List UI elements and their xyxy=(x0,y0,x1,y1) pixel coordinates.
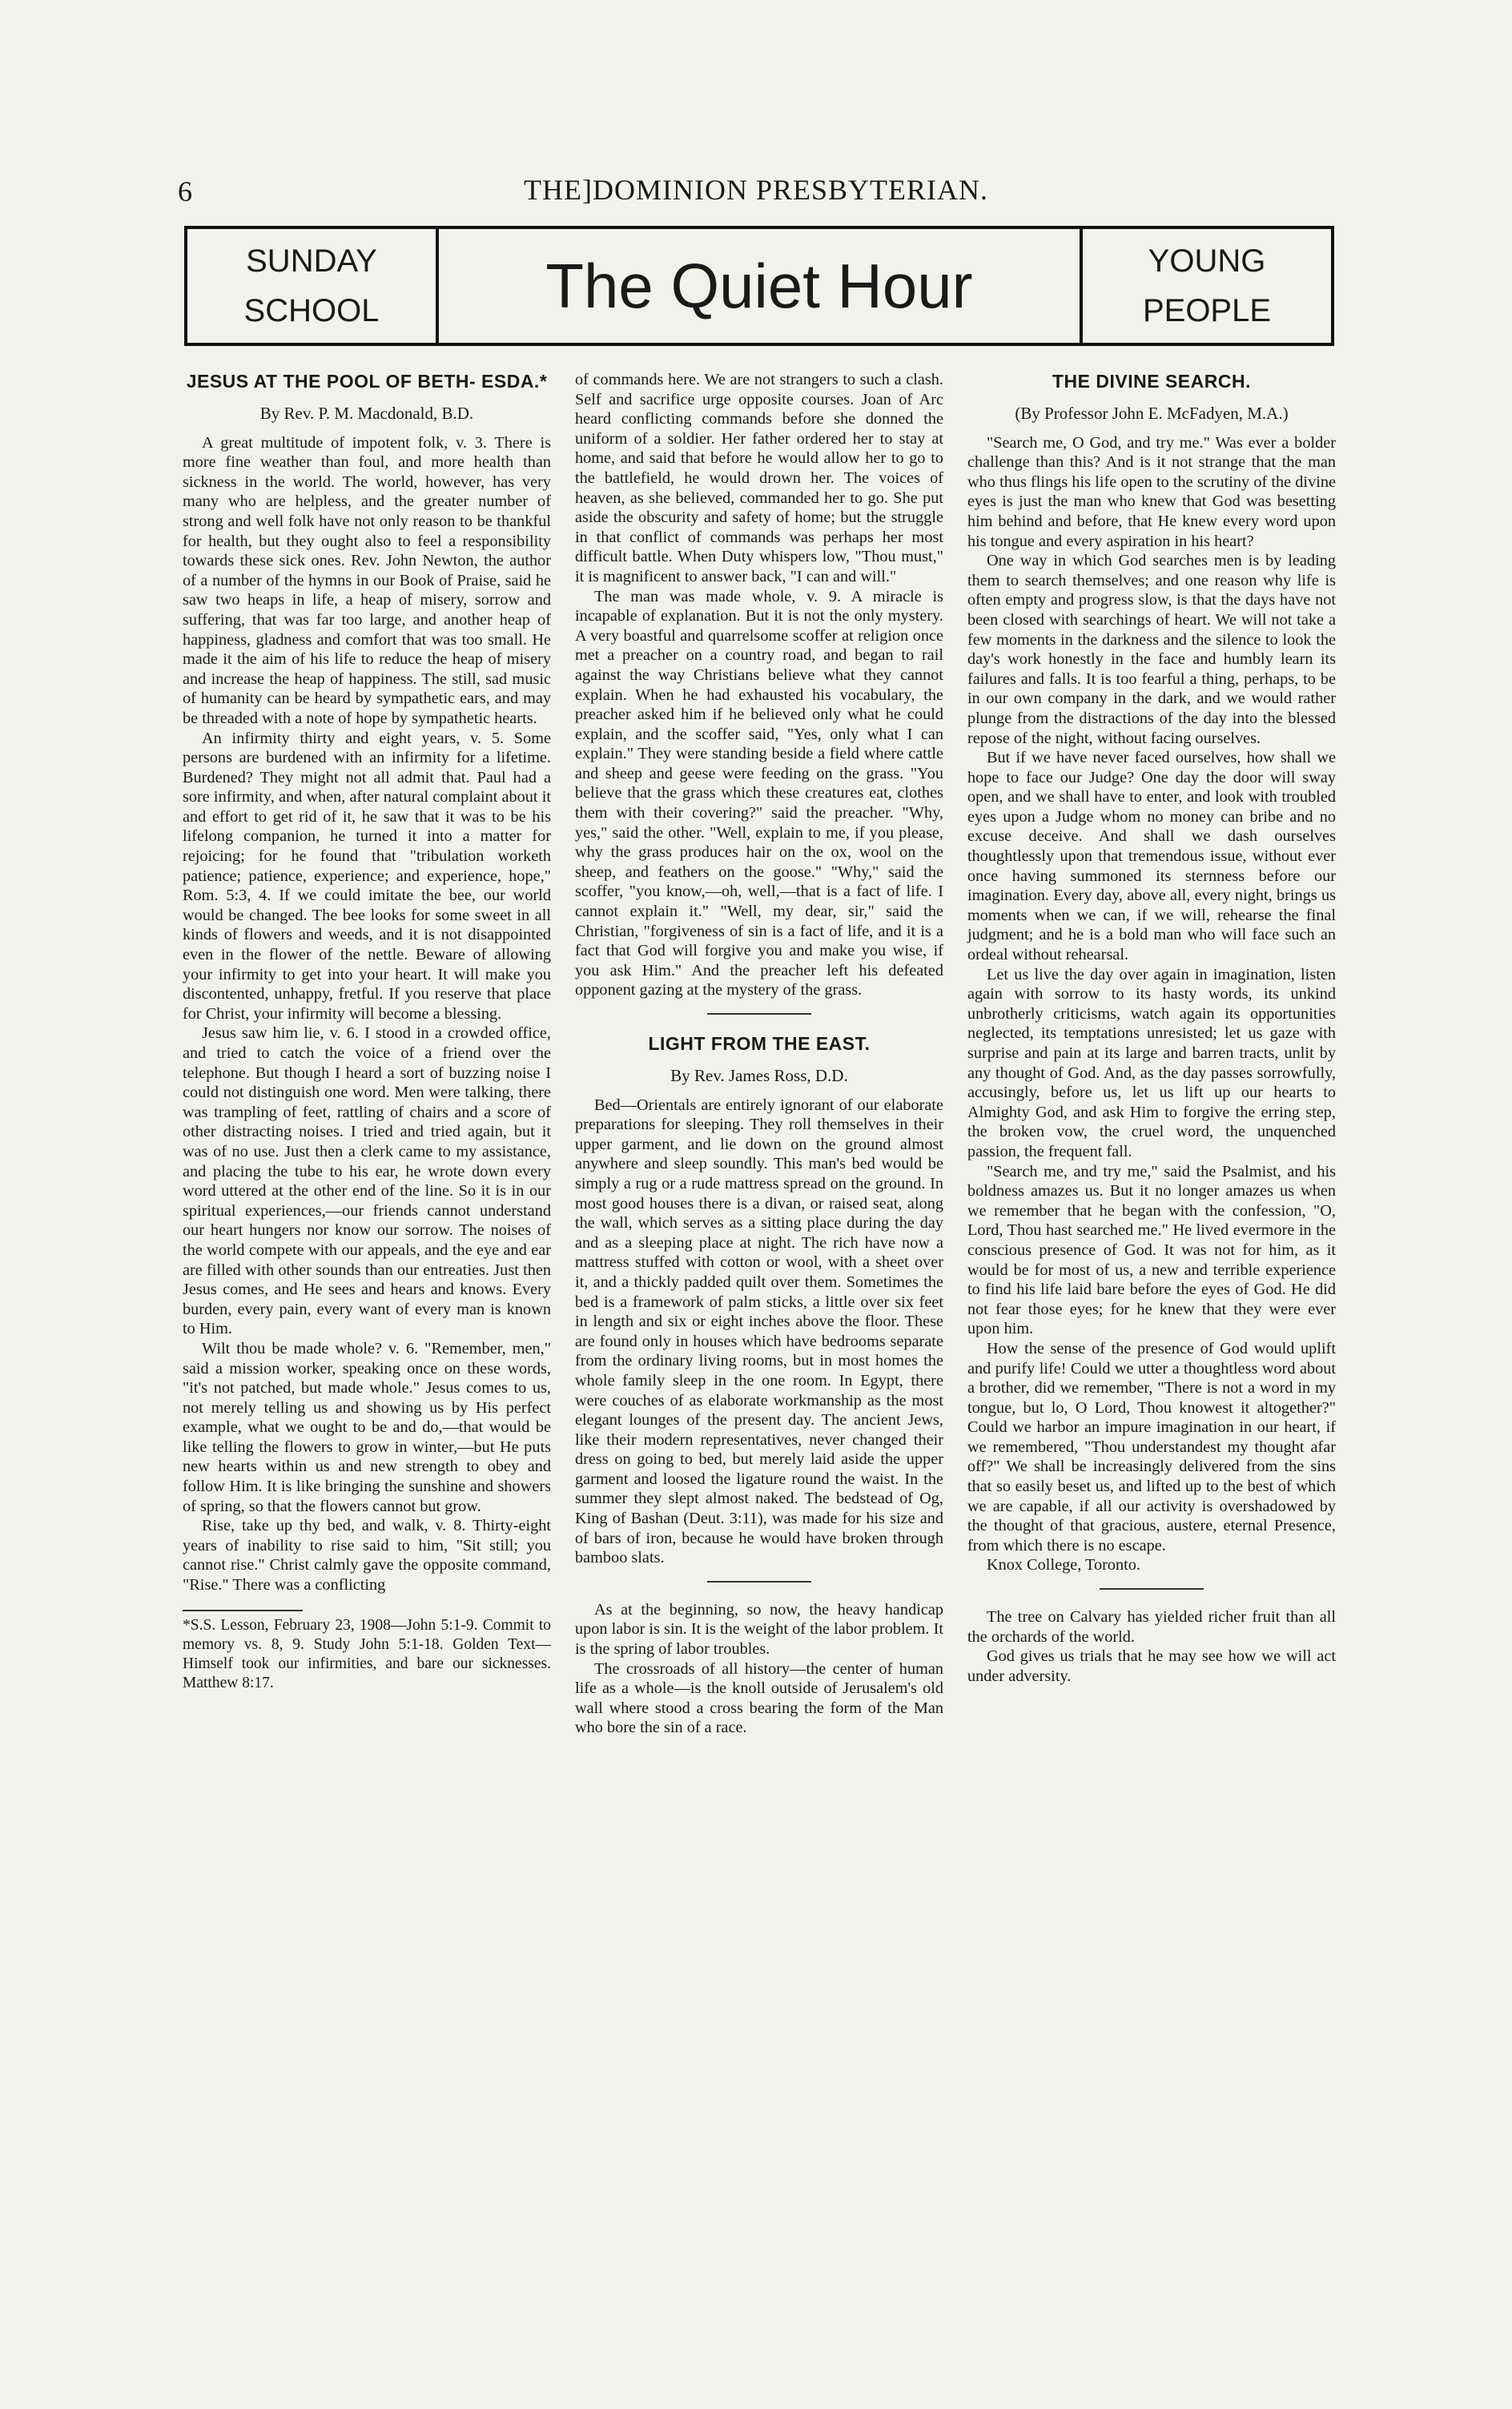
article-1-continued: of commands here. We are not strangers to such a clash. Self and sacrifice urge opposite courses. Joan of Arc heard conflicting commands before she donned the uniform of a soldier. Her father ordered her to stay at home, and said that before he would allow her to go to the battlefield, he would drown her. The voices of heaven, as she believed, commanded her to go. She put aside the obscurity and safety of home; but the struggle in that conflict of commands was perhaps her most difficult battle. When Duty whispers low, "Thou must," it is magnificent to answer back, "I can and will." xyxy=(575,371,943,585)
article-3-paragraph: "Search me, O God, and try me." Was ever a bolder challenge than this? And is it not strange that the man who thus flings his life open to the scrutiny of the divine eyes is just the man who knew that God was besetting him behind and before, that He knew every word upon his tongue and every aspiration in his heart? xyxy=(967,433,1336,550)
article-3-signature: Knox College, Toronto. xyxy=(987,1556,1140,1574)
column-3 xyxy=(967,370,1336,1686)
article-1-continued: The man was made whole, v. 9. A miracle is incapable of explanation. But it is not the only mystery. A very boastful and quarrelsome scoffer at religion once met a preacher on a country road, and began to rail against the way Christians believe what they cannot explain. When he had exhausted his vocabulary, the preacher asked him if he believed only what he could explain, and the scoffer said, "Yes, only what I can explain." They were standing beside a field where cattle and sheep and geese were feeding on the grass. "You believe that the grass which these creatures eat, clothes them with their covering?" said the preacher. "Why, yes," said the other. "Well, explain to me, if you please, why the grass produces hair on the ox, wool on the sheep, and feathers on the goose." "Why," said the scoffer, "you know,—oh, well,—that is a fact of life. I cannot explain it." "Well, my dear, sir," said the Christian, "forgiveness of sin is a fact of life, and it is a fact that God will forgive you and make you wise, if you ask Him." And the preacher left his defeated opponent gazing at the mystery of the grass. xyxy=(575,587,943,999)
article-2-paragraph: Bed—Orientals are entirely ignorant of our elaborate preparations for sleeping. They roll themselves in their upper garment, and lie down on the ground almost anywhere and sleep soundly. This man's bed would be simply a rug or a rude mattress spread on the ground. In most good houses there is a divan, or raised seat, along the wall, which serves as a sitting place during the day and as a sleeping place at night. The rich have now a mattress stuffed with cotton or wool, with a sheet over it, and a thickly padded quilt over them. Sometimes the bed is a framework of palm sticks, a little over six feet in length and six or eight inches above the floor. These are found only in houses which have bedrooms separate from the ordinary living rooms, but in most homes the whole family sleep in the one room. In Egypt, there were couches of as elaborate workmanship as the most elegant lounges of the present day. The ancient Jews, like their modern representatives, never changed their dress on going to bed, but merely laid aside the upper garment and loosed the ligature round the waist. In the summer they slept almost naked. The bedstead of Og, King of Bashan (Deut. 3:11), was made for his size and of bars of iron, because he would have broken through bamboo slats. xyxy=(575,1096,943,1567)
article-3-paragraph: But if we have never faced ourselves, how shall we hope to face our Judge? One day the door will sway open, and we shall have to enter, and look with troubled eyes upon a Judge whom no money can bribe and no excuse deceive. And shall we dash ourselves thoughtlessly upon that tremendous issue, without ever once having summoned its sternness before our imagination. Every day, above all, every night, brings us moments when we can, if we will, rehearse the final judgment; and he is a bold man who will face such an ordeal without rehearsal. xyxy=(967,749,1336,964)
article-1-paragraph: A great multitude of impotent folk, v. 3. There is more fine weather than foul, and more health than sickness in the world. The world, however, has very many who are helpless, and the greater number of strong and well folk have not only reason to be thankful for health, but they ought also to feel a responsibility towards these sick ones. Rev. John Newton, the author of a number of the hymns in our Book of Praise, said he saw two heaps in life, a heap of misery, sorrow and suffering, that was far too large, and another heap of happiness, gladness and comfort that was too small. He made it the aim of his life to reduce the heap of misery and increase the heap of happiness. The still, sad music of humanity can be heard by sympathetic ears, and may be threaded with a note of hope by sympathetic hearts. xyxy=(183,433,551,727)
article-divider xyxy=(707,1581,811,1583)
article-2-title: LIGHT FROM THE EAST. xyxy=(648,1033,871,1054)
article-1-byline: By Rev. P. M. Macdonald, B.D. xyxy=(259,404,474,423)
article-divider xyxy=(707,1013,811,1015)
page-number: 6 xyxy=(178,175,192,207)
banner-left-box xyxy=(187,229,439,343)
running-title: THE]DOMINION PRESBYTERIAN. xyxy=(524,174,988,206)
article-divider xyxy=(1100,1588,1204,1590)
article-3-paragraph: How the sense of the presence of God would uplift and purify life! Could we utter a thoughtless word about a brother, did we remember, "There is not a word in my tongue, but lo, O Lord, Thou knowest it altogether?" Could we harbor an impure imagination in our heart, if we remembered, "Thou understandest my thought afar off?" We shall be increasingly delivered from the sins that so easily beset us, and lifted up to the best of which we are capable, if all our activity is overshadowed by the thought of that gracious, austere, eternal Presence, from which there is no escape. xyxy=(967,1339,1336,1554)
article-1-title: JESUS AT THE POOL OF BETH- ESDA.* xyxy=(186,371,548,392)
quote-paragraph: God gives us trials that he may see how we will act under adversity. xyxy=(967,1647,1336,1685)
footnote-divider xyxy=(183,1610,303,1611)
banner-left-line-2: SCHOOL xyxy=(243,293,380,328)
article-3-paragraph: One way in which God searches men is by leading them to search themselves; and one reason why life is often empty and progress slow, is that the days have not been closed with searchings of heart. We will not take a few moments in the darkness and the silence to look the day's work honestly in the face and humbly learn its failures and falls. It is too fearful a thing, perhaps, to be in our own company in the dark, and we would rather plunge from the distractions of the day into the blessed repose of the night, without facing ourselves. xyxy=(967,552,1336,747)
quote-paragraph: The tree on Calvary has yielded richer fruit than all the orchards of the world. xyxy=(967,1608,1336,1646)
article-1-paragraph: Wilt thou be made whole? v. 6. "Remember, men," said a mission worker, speaking once on these words, "it's not patched, but made whole." Jesus comes to us, not merely telling us and showing us by His perfect example, what we ought to be and do,—that would be like telling the flowers to grow in winter,—but He puts new hearts within us and new strength to obey and follow Him. It is like bringing the sunshine and showers of spring, so that the flowers cannot but grow. xyxy=(183,1339,551,1515)
article-3-byline: (By Professor John E. McFadyen, M.A.) xyxy=(1015,404,1289,423)
article-1-paragraph: Jesus saw him lie, v. 6. I stood in a crowded office, and tried to catch the voice of a friend over the telephone. But though I heard a sort of buzzing noise I could not distinguish one word. Men were talking, there was trampling of feet, rattling of chairs and a score of other distracting noises. I tried and tried again, but it was of no use. Just then a clerk came to my assistance, and placing the tube to his ear, he wrote down every word uttered at the other end of the line. So it is in our spiritual experiences,—our friends cannot understand our heart hungers nor know our sorrow. The noises of the world compete with our appeals, and the eye and ear are filled with other sounds than our entreaties. Just then Jesus comes, and He sees and hears and knows. Every burden, every pain, every want of every man is known to Him. xyxy=(183,1024,551,1338)
column-1 xyxy=(183,370,551,1693)
article-2-byline: By Rev. James Ross, D.D. xyxy=(670,1066,848,1085)
banner-right-box xyxy=(1080,229,1331,343)
article-3-paragraph: "Search me, and try me," said the Psalmist, and his boldness amazes us. But it no longer amazes us when we remember that he began with the confession, "O, Lord, Thou hast searched me." He lived evermore in the conscious presence of God. It was not for him, as it would be for most of us, a new and terrible experience to find his life laid bare before the eyes of God. He did not fear those eyes; for he knew that they were ever upon him. xyxy=(967,1162,1336,1338)
article-3-paragraph: Let us live the day over again in imagination, listen again with sorrow to its hasty words, its unkind unbrotherly criticisms, watch again its opportunities neglected, its temptations unresisted; let us gaze with surprise and pain at its large and barren tracts, unlit by any thought of God. And, as the day passes sorrowfully, accusingly, before us, let us lift up our hearts to Almighty God, and ask Him to forgive the erring step, the broken vow, the cruel word, the unquenched passion, the frequent fall. xyxy=(967,965,1336,1160)
column-2 xyxy=(575,370,943,1738)
quote-paragraph: As at the beginning, so now, the heavy handicap upon labor is sin. It is the weight of the labor problem. It is the spring of labor troubles. xyxy=(575,1600,943,1659)
quote-paragraph: The crossroads of all history—the center of human life as a whole—is the knoll outside of Jerusalem's old wall where stood a cross bearing the form of the Man who bore the sin of a race. xyxy=(575,1659,943,1737)
banner-right-line-2: PEOPLE xyxy=(1142,293,1272,328)
banner-title: The Quiet Hour xyxy=(545,250,973,321)
article-1-footnote: *S.S. Lesson, February 23, 1908—John 5:1-9. Commit to memory vs. 8, 9. Study John 5:1-18. Golden Text—Himself took our infirmities, and bare our sicknesses. Matthew 8:17. xyxy=(183,1616,551,1691)
banner-left-line-1: SUNDAY xyxy=(246,243,377,279)
article-1-paragraph: An infirmity thirty and eight years, v. 5. Some persons are burdened with an infirmity for a lifetime. Burdened? They might not all admit that. Paul had a sore infirmity, and when, after natural complaint about it and effort to get rid of it, he saw that it was to be his lifelong companion, he turned it into a matter for rejoicing; for he found that "tribulation worketh patience; patience, experience; and experience, hope," Rom. 5:3, 4. If we could imitate the bee, our world would be changed. The bee looks for some sweet in all kinds of flowers and weeds, and it is not disappointed even in the flower of the nettle. Beware of allowing your infirmity to get into your heart. It will make you discontented, unhappy, fretful. If you reserve that place for Christ, your infirmity will become a blessing. xyxy=(183,729,551,1023)
section-banner xyxy=(184,226,1334,346)
banner-right-line-1: YOUNG xyxy=(1148,243,1266,279)
article-3-title: THE DIVINE SEARCH. xyxy=(1052,371,1251,392)
article-1-paragraph: Rise, take up thy bed, and walk, v. 8. Thirty-eight years of inability to rise said to him, "Sit still; you cannot rise." Christ calmly gave the opposite command, "Rise." There was a conflicting xyxy=(183,1517,551,1595)
